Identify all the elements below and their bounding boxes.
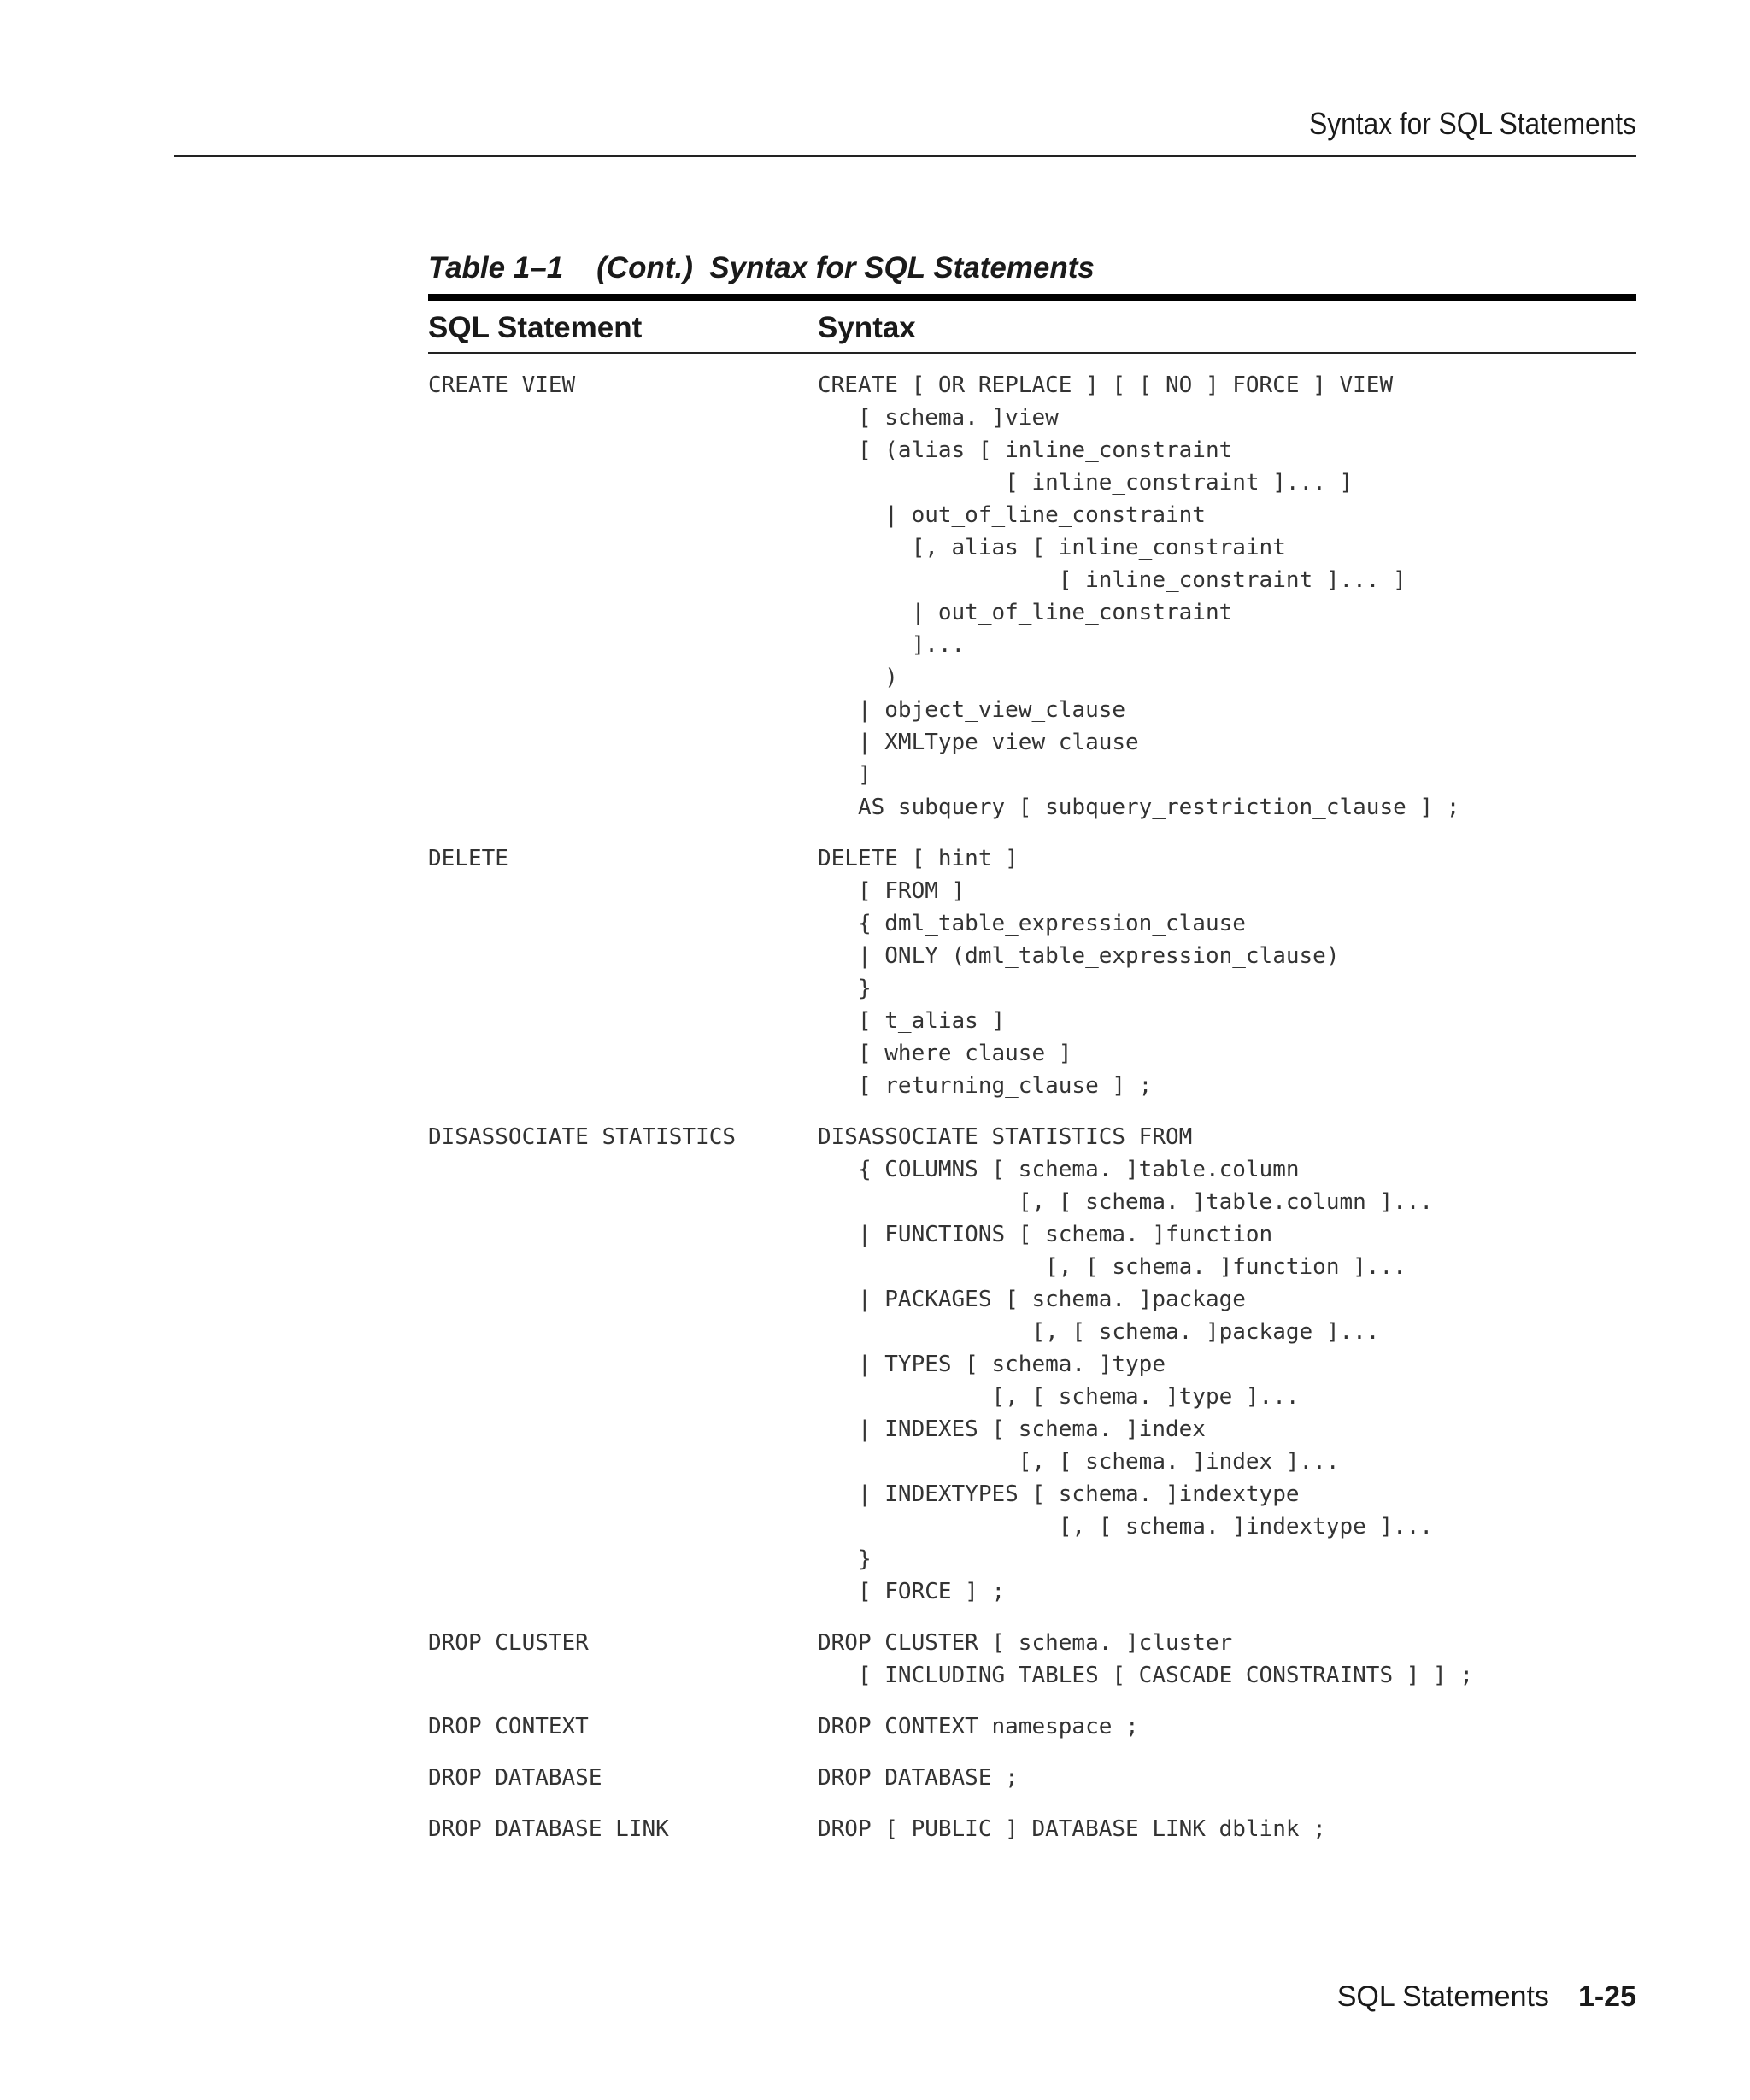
statement-syntax: DROP CONTEXT namespace ;: [818, 1714, 1139, 1739]
column-header-syntax: Syntax: [818, 311, 916, 344]
table-header-row: [428, 301, 1636, 352]
table-row-create-view: [428, 369, 1636, 824]
running-head: Syntax for SQL Statements: [1309, 106, 1636, 141]
table-row-drop-database-link: [428, 1813, 1636, 1845]
syntax-table: [428, 249, 1636, 1864]
statement-name: DISASSOCIATE STATISTICS: [428, 1124, 737, 1150]
page-footer: [1337, 1980, 1636, 2014]
statement-syntax: DISASSOCIATE STATISTICS FROM { COLUMNS [ schema. ]table.column [, [ schema. ]table.column ]... | FUNCTIONS [ schema. ]function [, [ schema. ]function ]... | PACKAGES [ schema. ]package [, [ schema. ]package ]... | TYPES [ schema. ]type [, [ schema. ]type ]... | INDEXES [ schema. ]index [, [ schema. ]index ]... | INDEXTYPES [ schema. ]indextype [, [ schema. ]indextype ]... } [ FORCE ] ;: [818, 1124, 1434, 1604]
footer-section-title: SQL Statements: [1336, 1980, 1549, 2013]
column-header-sql-statement: SQL Statement: [428, 311, 643, 344]
statement-syntax: DROP [ PUBLIC ] DATABASE LINK dblink ;: [818, 1816, 1326, 1842]
header-rule: [174, 155, 1636, 157]
table-row-delete: [428, 842, 1636, 1102]
page-number: 1-25: [1577, 1980, 1636, 2013]
table-body: [428, 354, 1636, 1845]
statement-syntax: CREATE [ OR REPLACE ] [ [ NO ] FORCE ] VIEW [ schema. ]view [ (alias [ inline_constraint [ inline_constraint ]... ] | out_of_line_constraint [, alias [ inline_constraint [ inline_constraint ]... ] | out_of_line_constraint ]... ) | object_view_clause | XMLType_view_clause ] AS subquery [ subquery_restriction_clause ] ;: [818, 372, 1460, 820]
table-row-drop-context: [428, 1710, 1636, 1743]
table-row-disassociate-statistics: [428, 1121, 1636, 1608]
statement-name: CREATE VIEW: [428, 372, 576, 398]
statement-name: DELETE: [428, 846, 508, 871]
statement-syntax: DELETE [ hint ] [ FROM ] { dml_table_expression_clause | ONLY (dml_table_expression_clause) } [ t_alias ] [ where_clause ] [ returning_clause ] ;: [818, 846, 1340, 1099]
table-title: Table 1–1 (Cont.) Syntax for SQL Statements: [428, 251, 1095, 284]
statement-name: DROP DATABASE: [428, 1765, 602, 1791]
table-row-drop-cluster: [428, 1627, 1636, 1692]
statement-syntax: DROP DATABASE ;: [818, 1765, 1019, 1791]
table-row-drop-database: [428, 1762, 1636, 1794]
statement-syntax: DROP CLUSTER [ schema. ]cluster [ INCLUDING TABLES [ CASCADE CONSTRAINTS ] ] ;: [818, 1630, 1474, 1688]
statement-name: DROP CONTEXT: [428, 1714, 589, 1739]
statement-name: DROP DATABASE LINK: [428, 1816, 669, 1842]
statement-name: DROP CLUSTER: [428, 1630, 589, 1656]
table-top-rule: [428, 294, 1636, 301]
